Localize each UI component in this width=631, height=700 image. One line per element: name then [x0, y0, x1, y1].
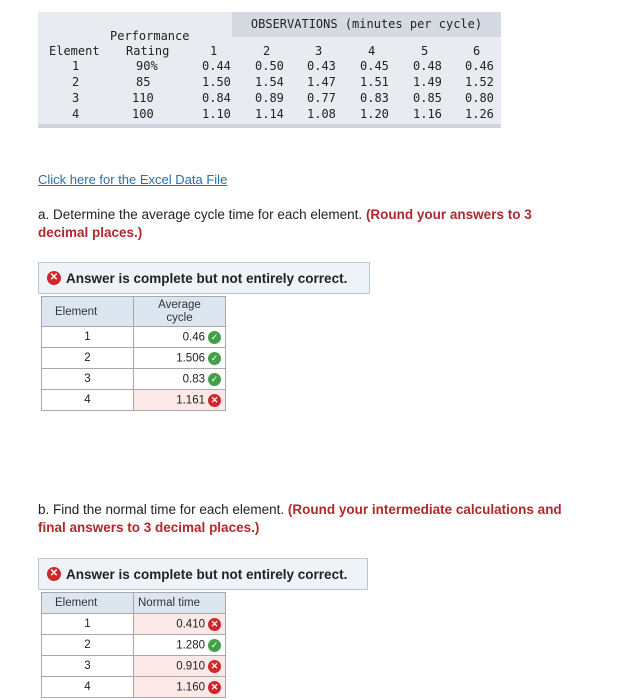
- table-row: [42, 369, 226, 390]
- element-cell: 1: [42, 614, 134, 635]
- part-b-question: [38, 501, 578, 537]
- obs-value: 0.44: [202, 59, 231, 73]
- obs-value: 0.50: [255, 59, 284, 73]
- element-cell: 1: [42, 327, 134, 348]
- answer-value: 0.83: [182, 373, 205, 386]
- part-a-col-value-line2: cycle: [166, 311, 193, 324]
- answer-value: 0.410: [176, 618, 205, 631]
- part-b-answer-table: [41, 592, 226, 698]
- part-a-answer-table: [41, 296, 226, 411]
- cycle-number: 1: [210, 44, 218, 58]
- table-row: [42, 327, 226, 348]
- answer-value: 0.46: [182, 331, 205, 344]
- obs-value: 1.50: [202, 75, 231, 89]
- row-element: 1: [72, 59, 80, 73]
- check-icon: ✓: [208, 639, 221, 652]
- obs-value: 1.54: [255, 75, 284, 89]
- part-b-result-banner: [38, 558, 368, 590]
- obs-value: 1.49: [413, 75, 442, 89]
- cycle-number: 5: [421, 44, 429, 58]
- part-a-instruction: (Round your answers to 3 decimal places.): [38, 207, 532, 240]
- element-cell: 2: [42, 348, 134, 369]
- answer-value: 1.280: [176, 639, 205, 652]
- table-row: [42, 677, 226, 698]
- obs-value: 0.77: [307, 91, 336, 105]
- table-row: [42, 635, 226, 656]
- cycle-number: 6: [473, 44, 481, 58]
- x-icon: ✕: [208, 660, 221, 673]
- element-cell: 4: [42, 677, 134, 698]
- obs-value: 0.48: [413, 59, 442, 73]
- part-a-col-value-line1: Average: [158, 298, 201, 311]
- header-element: Element: [49, 44, 100, 58]
- row-element: 3: [72, 91, 80, 105]
- x-icon: ✕: [208, 681, 221, 694]
- cycle-number: 4: [368, 44, 376, 58]
- answer-value: 1.161: [176, 394, 205, 407]
- row-rating: 85: [136, 75, 151, 89]
- obs-value: 0.46: [465, 59, 494, 73]
- table-row: [42, 656, 226, 677]
- part-b-col-value: Normal time: [134, 593, 226, 614]
- obs-value: 1.20: [360, 107, 389, 121]
- cycle-number: 2: [263, 44, 271, 58]
- part-b-instruction: (Round your intermediate calculations and final answers to 3 decimal places.): [38, 502, 562, 535]
- check-icon: ✓: [208, 373, 221, 386]
- element-cell: 3: [42, 369, 134, 390]
- answer-cell[interactable]: [134, 635, 226, 656]
- part-b-banner-text: Answer is complete but not entirely correct.: [66, 566, 348, 582]
- obs-value: 0.84: [202, 91, 231, 105]
- header-rating-line1: Performance: [110, 29, 190, 43]
- x-icon: ✕: [208, 618, 221, 631]
- element-cell: 4: [42, 390, 134, 411]
- obs-value: 1.16: [413, 107, 442, 121]
- obs-value: 1.26: [465, 107, 494, 121]
- answer-cell[interactable]: [134, 677, 226, 698]
- element-cell: 2: [42, 635, 134, 656]
- obs-value: 0.80: [465, 91, 494, 105]
- answer-cell[interactable]: [134, 369, 226, 390]
- check-icon: ✓: [208, 352, 221, 365]
- part-a-banner-text: Answer is complete but not entirely correct.: [66, 270, 348, 286]
- part-a-result-banner: [38, 262, 370, 294]
- obs-value: 0.45: [360, 59, 389, 73]
- obs-value: 0.83: [360, 91, 389, 105]
- part-b-question-text: b. Find the normal time for each element.: [38, 502, 285, 517]
- observations-table: [38, 12, 501, 128]
- part-b-col-element: Element: [42, 593, 134, 614]
- part-a-col-element: Element: [42, 297, 134, 327]
- answer-cell[interactable]: [134, 656, 226, 677]
- part-a-col-value: [134, 297, 226, 327]
- table-row: [42, 614, 226, 635]
- row-element: 2: [72, 75, 80, 89]
- answer-cell[interactable]: [134, 327, 226, 348]
- obs-value: 0.85: [413, 91, 442, 105]
- table-row: [42, 348, 226, 369]
- row-rating: 100: [132, 107, 154, 121]
- part-a-question-text: a. Determine the average cycle time for each element.: [38, 207, 363, 222]
- observations-title: OBSERVATIONS (minutes per cycle): [250, 17, 483, 31]
- row-element: 4: [72, 107, 80, 121]
- x-icon: ✕: [47, 567, 61, 581]
- answer-cell[interactable]: [134, 348, 226, 369]
- answer-value: 0.910: [176, 660, 205, 673]
- excel-data-link[interactable]: Click here for the Excel Data File: [38, 172, 228, 187]
- x-icon: ✕: [47, 271, 61, 285]
- answer-cell[interactable]: [134, 614, 226, 635]
- answer-value: 1.506: [176, 352, 205, 365]
- table-row: [42, 390, 226, 411]
- obs-value: 1.10: [202, 107, 231, 121]
- answer-value: 1.160: [176, 681, 205, 694]
- check-icon: ✓: [208, 331, 221, 344]
- obs-value: 1.47: [307, 75, 336, 89]
- obs-value: 1.14: [255, 107, 284, 121]
- obs-value: 1.51: [360, 75, 389, 89]
- x-icon: ✕: [208, 394, 221, 407]
- obs-value: 0.43: [307, 59, 336, 73]
- row-rating: 110: [132, 91, 154, 105]
- cycle-number: 3: [315, 44, 323, 58]
- obs-value: 1.52: [465, 75, 494, 89]
- part-a-question: [38, 206, 578, 242]
- obs-value: 0.89: [255, 91, 284, 105]
- element-cell: 3: [42, 656, 134, 677]
- answer-cell[interactable]: [134, 390, 226, 411]
- row-rating: 90%: [136, 59, 158, 73]
- observations-bottom-border: [38, 124, 501, 128]
- header-rating-line2: Rating: [126, 44, 170, 58]
- obs-value: 1.08: [307, 107, 336, 121]
